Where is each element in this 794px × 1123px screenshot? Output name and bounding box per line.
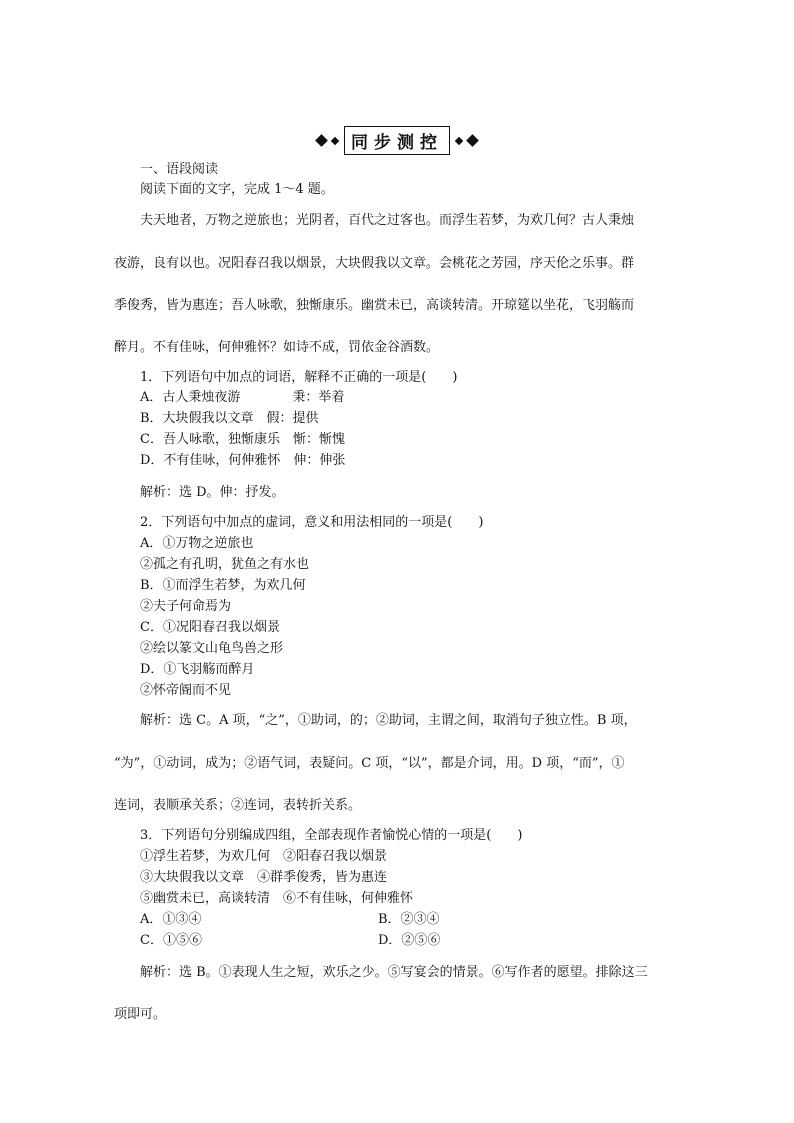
diamond-icon (466, 134, 479, 147)
question-1-option: A．古人秉烛夜游 秉：举着 (140, 390, 345, 405)
section-instruction: 阅读下面的文字，完成 1～4 题。 (140, 182, 334, 197)
passage-line: 夫天地者，万物之逆旅也；光阴者，百代之过客也。而浮生若梦，为欢几何？古人秉烛 (140, 213, 635, 228)
question-2-option: C．①况阳春召我以烟景 (140, 620, 280, 635)
diamond-icon (331, 136, 339, 144)
question-2-option: B．①而浮生若梦，为欢几何 (140, 578, 306, 593)
question-3-choice-c: C．①⑤⑥ (140, 933, 202, 948)
diamond-icon (315, 134, 328, 147)
question-2-option: ②绘以篆文山龟鸟兽之形 (140, 641, 284, 656)
passage-line: 醉月。不有佳咏，何伸雅怀？如诗不成，罚依金谷酒数。 (114, 340, 440, 355)
section-header (0, 126, 794, 155)
question-2-option: ②孤之有孔明，犹鱼之有水也 (140, 557, 310, 572)
question-3-choice-d: D．②⑤⑥ (378, 933, 441, 948)
question-3-item: ①浮生若梦，为欢几何 ②阳春召我以烟景 (140, 849, 388, 864)
question-1-stem: 1．下列语句中加点的词语，解释不正确的一项是( ) (140, 370, 458, 385)
question-2-analysis: “为”，①动词，成为；②语气词，表疑问。C 项，“以”，都是介词，用。D 项，“而”，① (114, 756, 625, 771)
question-2-analysis: 解析：选 C。A 项，“之”，①助词，的；②助词，主谓之间，取消句子独立性。B 项， (140, 713, 637, 728)
question-3-analysis: 解析：选 B。①表现人生之短，欢乐之少。⑤写宴会的情景。⑥写作者的愿望。排除这三 (140, 965, 648, 980)
question-1-option: C．吾人咏歌，独惭康乐 惭：惭愧 (140, 432, 345, 447)
question-1-option: D．不有佳咏，何伸雅怀 伸：伸张 (140, 453, 346, 468)
passage-line: 季俊秀，皆为惠连；吾人咏歌，独惭康乐。幽赏未已，高谈转清。开琼筵以坐花，飞羽觞而 (114, 298, 635, 313)
question-2-option: A．①万物之逆旅也 (140, 536, 254, 551)
passage-line: 夜游，良有以也。况阳春召我以烟景，大块假我以文章。会桃花之芳园，序天伦之乐事。群 (114, 256, 635, 271)
header-title: 同步测控 (344, 126, 450, 155)
question-3-choice-b: B．②③④ (378, 912, 440, 927)
question-2-analysis: 连词，表顺承关系；②连词，表转折关系。 (114, 798, 362, 813)
diamond-icon (455, 136, 463, 144)
question-2-stem: 2．下列语句中加点的虚词，意义和用法相同的一项是( ) (140, 515, 484, 530)
question-3-item: ③大块假我以文章 ④群季俊秀，皆为惠连 (140, 870, 388, 885)
question-3-stem: 3．下列语句分别编成四组，全部表现作者愉悦心情的一项是( ) (140, 828, 523, 843)
question-3-choice-a: A．①③④ (140, 912, 202, 927)
question-1-option: B．大块假我以文章 假：提供 (140, 411, 319, 426)
question-3-item: ⑤幽赏未已，高谈转清 ⑥不有佳咏，何伸雅怀 (140, 891, 414, 906)
section-title: 一、语段阅读 (140, 162, 219, 177)
question-2-option: ②怀帝阍而不见 (140, 683, 232, 698)
question-1-analysis: 解析：选 D。伸：抒发。 (140, 485, 285, 500)
question-2-option: ②夫子何命焉为 (140, 599, 232, 614)
question-2-option: D．①飞羽觞而醉月 (140, 662, 255, 677)
question-3-analysis: 项即可。 (114, 1007, 167, 1022)
